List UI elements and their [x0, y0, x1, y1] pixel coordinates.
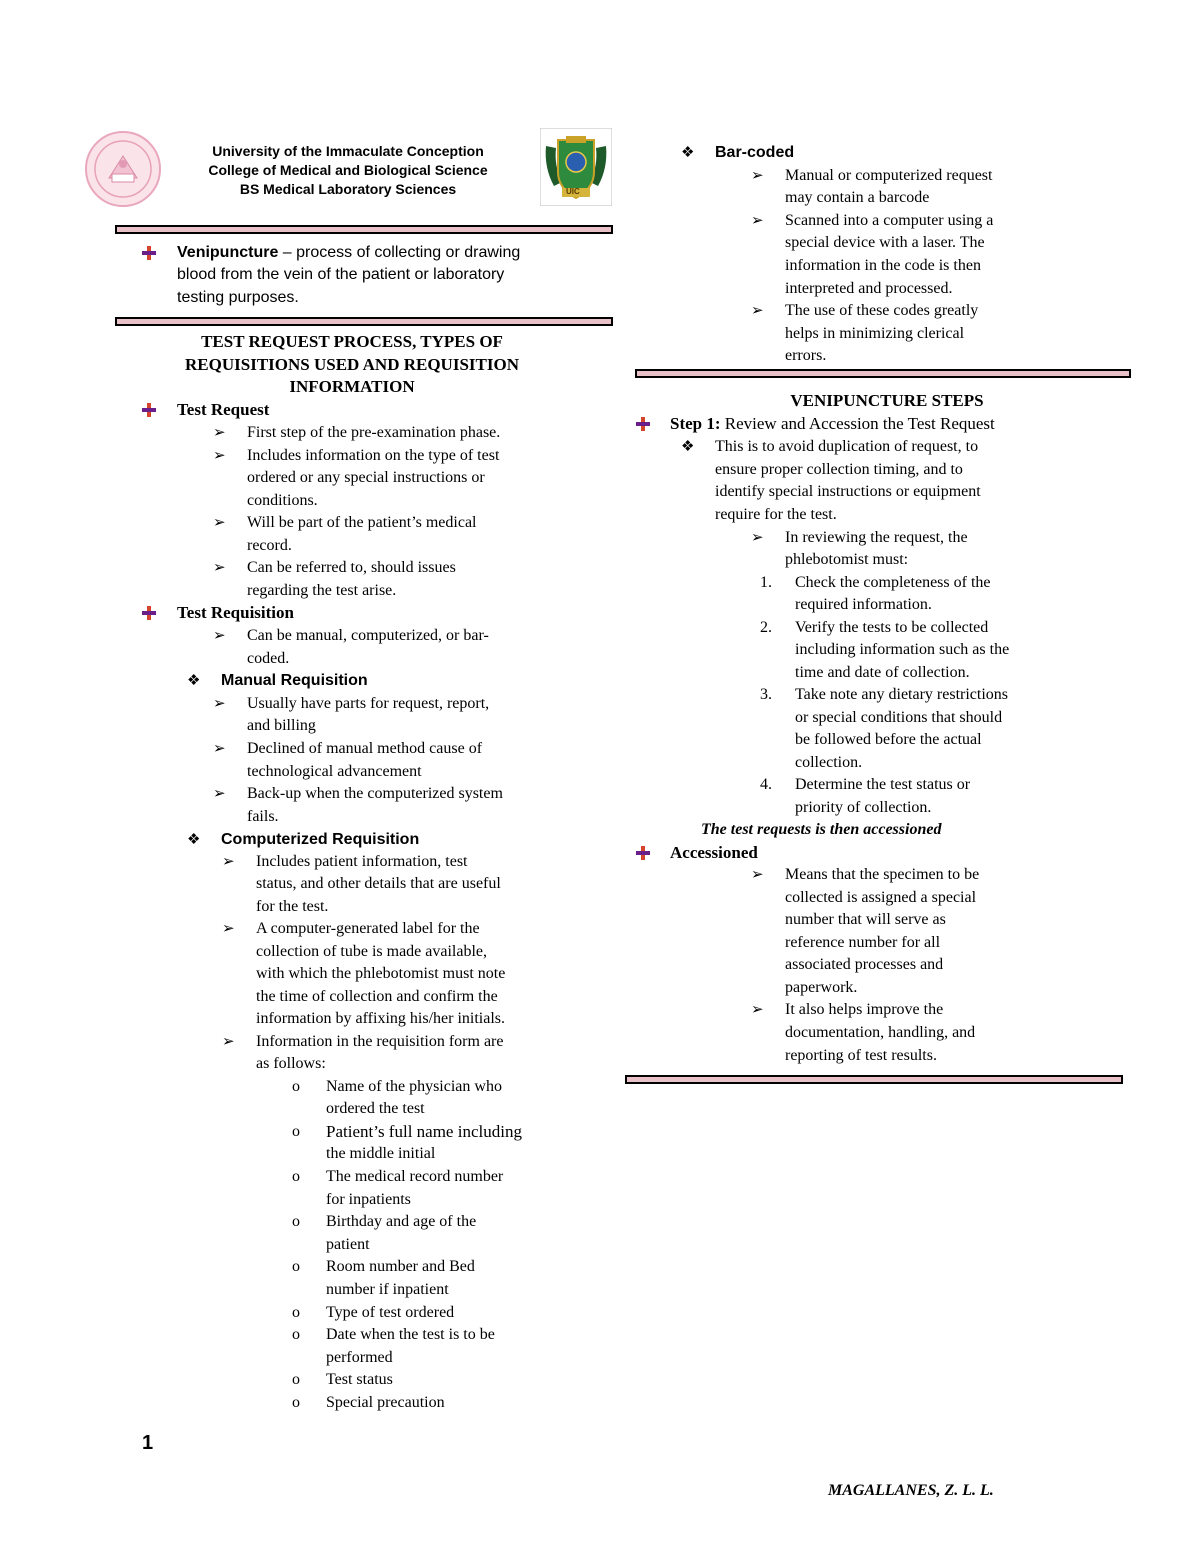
arrow-icon: ➢ [213, 448, 226, 464]
list-item: the time of collection and confirm the [256, 988, 498, 1005]
numbered-item: Check the completeness of the [795, 574, 991, 591]
list-item: Can be referred to, should issues [247, 559, 456, 576]
numbered-item: Determine the test status or [795, 776, 971, 793]
list-item: helps in minimizing clerical [785, 325, 965, 342]
list-item: record. [247, 537, 292, 554]
step-text: identify special instructions or equipment [715, 483, 981, 500]
list-item: information by affixing his/her initials. [256, 1010, 505, 1027]
o-bullet-icon: o [292, 1394, 300, 1411]
test-requisition-heading: Test Requisition [177, 603, 294, 622]
o-bullet-icon: o [292, 1258, 300, 1275]
list-item: regarding the test arise. [247, 582, 397, 599]
list-item: In reviewing the request, the [785, 529, 968, 546]
bullet-icon [142, 606, 156, 620]
list-item: for the test. [256, 898, 329, 915]
arrow-icon: ➢ [751, 867, 764, 883]
list-item: and billing [247, 717, 316, 734]
arrow-icon: ➢ [213, 741, 226, 757]
info-item: Room number and Bed [326, 1258, 475, 1275]
list-item: interpreted and processed. [785, 280, 953, 297]
arrow-icon: ➢ [222, 854, 235, 870]
o-bullet-icon: o [292, 1304, 300, 1321]
list-item: Will be part of the patient’s medical [247, 514, 477, 531]
arrow-icon: ➢ [213, 628, 226, 644]
step-1-line [670, 413, 995, 435]
info-item: Special precaution [326, 1394, 445, 1411]
list-item: special device with a laser. The [785, 234, 985, 251]
list-item: Includes patient information, test [256, 853, 468, 870]
number-label: 1. [760, 574, 772, 591]
info-item: Patient’s full name including [326, 1122, 522, 1141]
arrow-icon: ➢ [213, 425, 226, 441]
arrow-icon: ➢ [213, 560, 226, 576]
diamond-icon: ❖ [187, 673, 201, 689]
accession-note: The test requests is then accessioned [701, 821, 942, 838]
manual-requisition-heading: Manual Requisition [221, 672, 368, 689]
list-item: Declined of manual method cause of [247, 740, 483, 757]
list-item: A computer-generated label for the [256, 920, 480, 937]
list-item: as follows: [256, 1055, 326, 1072]
list-item: documentation, handling, and [785, 1024, 976, 1041]
list-item: Scanned into a computer using a [785, 212, 994, 229]
info-item: Type of test ordered [326, 1304, 455, 1321]
bullet-icon [636, 846, 650, 860]
barcoded-heading: Bar-coded [715, 144, 795, 161]
list-item: reference number for all [785, 934, 941, 951]
arrow-icon: ➢ [213, 515, 226, 531]
arrow-icon: ➢ [751, 168, 764, 184]
info-item: The medical record number [326, 1168, 504, 1185]
university-name: University of the Immaculate Conception [212, 143, 484, 159]
list-item: It also helps improve the [785, 1001, 944, 1018]
numbered-item: be followed before the actual [795, 731, 982, 748]
section-divider [625, 1075, 1123, 1084]
info-item: patient [326, 1236, 370, 1253]
numbered-item: time and date of collection. [795, 664, 970, 681]
number-label: 3. [760, 686, 772, 703]
page-number: 1 [142, 1432, 154, 1454]
o-bullet-icon: o [292, 1213, 300, 1230]
arrow-icon: ➢ [751, 1002, 764, 1018]
list-item: technological advancement [247, 763, 422, 780]
list-item: Usually have parts for request, report, [247, 695, 490, 712]
list-item: Manual or computerized request [785, 167, 993, 184]
info-item: Test status [326, 1371, 393, 1388]
info-item: Name of the physician who [326, 1078, 502, 1095]
list-item: associated processes and [785, 956, 944, 973]
step-1-label: Step 1: [670, 414, 721, 433]
list-item: paperwork. [785, 979, 858, 996]
bullet-icon [636, 417, 650, 431]
list-item: status, and other details that are useful [256, 875, 501, 892]
seal-label: UIC [566, 187, 580, 196]
header-divider [115, 225, 613, 234]
list-item: reporting of test results. [785, 1047, 937, 1064]
diamond-icon: ❖ [187, 832, 201, 848]
numbered-item: collection. [795, 754, 863, 771]
section2-title: VENIPUNCTURE STEPS [790, 391, 984, 410]
numbered-item: or special conditions that should [795, 709, 1003, 726]
program-name: BS Medical Laboratory Sciences [239, 181, 457, 197]
section1-title-2: REQUISITIONS USED AND REQUISITION [185, 355, 519, 374]
list-item: phlebotomist must: [785, 551, 909, 568]
step-text: ensure proper collection timing, and to [715, 461, 963, 478]
list-item: conditions. [247, 492, 318, 509]
diamond-icon: ❖ [681, 145, 695, 161]
list-item: Can be manual, computerized, or bar- [247, 627, 489, 644]
section-divider [115, 317, 613, 326]
info-item: number if inpatient [326, 1281, 449, 1298]
arrow-icon: ➢ [213, 696, 226, 712]
section1-title-1: TEST REQUEST PROCESS, TYPES OF [201, 332, 503, 351]
author-name: MAGALLANES, Z. L. L. [828, 1482, 994, 1499]
intro-line-3: testing purposes. [177, 289, 299, 306]
arrow-icon: ➢ [222, 921, 235, 937]
college-seal [540, 128, 612, 206]
o-bullet-icon: o [292, 1078, 300, 1095]
arrow-icon: ➢ [222, 1034, 235, 1050]
numbered-item: Verify the tests to be collected [795, 619, 989, 636]
computerized-requisition-heading: Computerized Requisition [221, 831, 420, 848]
section1-title-3: INFORMATION [289, 377, 415, 396]
info-item: the middle initial [326, 1145, 436, 1162]
arrow-icon: ➢ [751, 303, 764, 319]
list-item: information in the code is then [785, 257, 981, 274]
section-divider [635, 369, 1131, 378]
list-item: Includes information on the type of test [247, 447, 500, 464]
info-item: Birthday and age of the [326, 1213, 477, 1230]
intro-definition: – process of collecting or drawing [278, 244, 521, 261]
number-label: 2. [760, 619, 772, 636]
info-item: performed [326, 1349, 393, 1366]
arrow-icon: ➢ [751, 530, 764, 546]
info-item: for inpatients [326, 1191, 411, 1208]
list-item: may contain a barcode [785, 189, 930, 206]
number-label: 4. [760, 776, 772, 793]
bullet-icon [142, 403, 156, 417]
arrow-icon: ➢ [213, 786, 226, 802]
list-item: fails. [247, 808, 279, 825]
o-bullet-icon: o [292, 1168, 300, 1185]
list-item: The use of these codes greatly [785, 302, 979, 319]
college-name: College of Medical and Biological Science [208, 162, 488, 178]
info-item: ordered the test [326, 1100, 425, 1117]
o-bullet-icon: o [292, 1123, 300, 1140]
list-item: First step of the pre-examination phase. [247, 424, 501, 441]
test-request-heading: Test Request [177, 400, 270, 419]
numbered-item: Take note any dietary restrictions [795, 686, 1009, 703]
diamond-icon: ❖ [681, 439, 695, 455]
info-item: Date when the test is to be [326, 1326, 495, 1343]
list-item: Means that the specimen to be [785, 866, 980, 883]
step-text: require for the test. [715, 506, 837, 523]
o-bullet-icon: o [292, 1326, 300, 1343]
numbered-item: including information such as the [795, 641, 1010, 658]
list-item: number that will serve as [785, 911, 946, 928]
o-bullet-icon: o [292, 1371, 300, 1388]
numbered-item: required information. [795, 596, 932, 613]
intro-term: Venipuncture [177, 244, 279, 261]
intro-line-1 [177, 242, 520, 264]
arrow-icon: ➢ [751, 213, 764, 229]
intro-line-2: blood from the vein of the patient or laboratory [177, 266, 505, 283]
list-item: ordered or any special instructions or [247, 469, 485, 486]
numbered-item: priority of collection. [795, 799, 932, 816]
list-item: coded. [247, 650, 290, 667]
list-item: collection of tube is made available, [256, 943, 488, 960]
list-item: Information in the requisition form are [256, 1033, 504, 1050]
step-1-title: Review and Accession the Test Request [720, 414, 995, 433]
list-item: errors. [785, 347, 827, 364]
accessioned-heading: Accessioned [670, 843, 758, 862]
list-item: Back-up when the computerized system [247, 785, 503, 802]
list-item: collected is assigned a special [785, 889, 977, 906]
list-item: with which the phlebotomist must note [256, 965, 506, 982]
step-text: This is to avoid duplication of request, to [715, 438, 979, 455]
bullet-icon [142, 246, 156, 260]
